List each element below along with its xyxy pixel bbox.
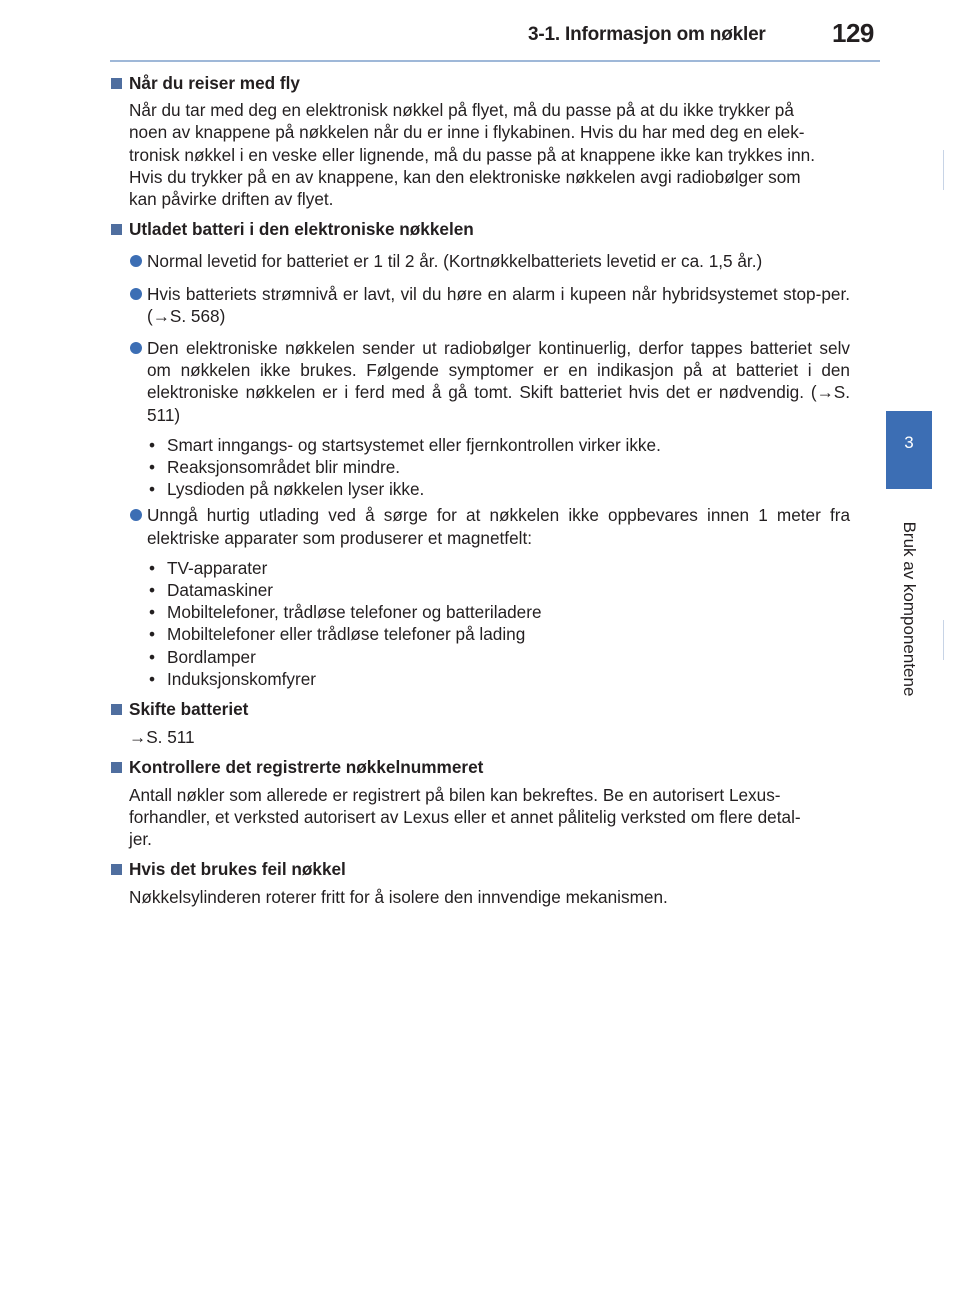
heading-skifte: Skifte batteriet [110, 698, 850, 720]
chapter-title-strip [886, 489, 932, 729]
heading-square-icon [111, 224, 122, 235]
bullet-item: Hvis batteriets strømnivå er lavt, vil du høre en alarm i kupeen når hybridsystemet stop-per. (→S. 568) [110, 283, 850, 327]
side-divider-top [943, 150, 944, 190]
header-divider [110, 60, 880, 62]
bullet-dot-icon [130, 288, 142, 300]
heading-square-icon [111, 762, 122, 773]
heading-square-icon [111, 704, 122, 715]
paragraph-feil: Nøkkelsylinderen roterer fritt for å isolere den innvendige mekanismen. [129, 886, 668, 907]
list-item: • Induksjonskomfyrer [149, 668, 317, 689]
heading-square-icon [111, 864, 122, 875]
list-item: • Reaksjonsområdet blir mindre. [149, 457, 401, 478]
list-item: • Smart inngangs- og startsystemet eller fjernkontrollen virker ikke. [149, 434, 661, 455]
heading-fly: Når du reiser med fly [110, 72, 850, 94]
chapter-number: 3 [904, 433, 914, 452]
list-item: • Lysdioden på nøkkelen lyser ikke. [149, 479, 425, 500]
page-reference[interactable]: →S. 511 [129, 727, 195, 748]
chapter-tab [886, 411, 932, 489]
paragraph-kontroll: Antall nøkler som allerede er registrert på bilen kan bekreftes. Be en autorisert Lexus- forhandler, et verksted autorisert av Lexus eller et annet pålitelig verksted om flere detal- jer. [129, 784, 801, 850]
list-item: • Bordlamper [149, 646, 256, 667]
heading-feil: Hvis det brukes feil nøkkel [110, 858, 850, 880]
heading-square-icon [111, 78, 122, 89]
chapter-title: Bruk av komponentene [900, 521, 919, 697]
bullet-item: Unngå hurtig utlading ved å sørge for at nøkkelen ikke oppbevares innen 1 meter fra elektriske apparater som produserer et magnetfelt: [110, 504, 850, 548]
bullet-item: Den elektroniske nøkkelen sender ut radiobølger kontinuerlig, derfor tappes batteriet selv om nøkkelen ikke brukes. Følgende symptomer er en indikasjon på at batteriet i den elektroniske nøkkelen er i ferd med å gå tomt. Skift batteriet hvis det er nødvendig. (→S. 511) [110, 337, 850, 426]
page-number: 129 [832, 18, 874, 48]
page-content [110, 72, 850, 908]
side-divider-bottom [943, 620, 944, 660]
list-item: • Datamaskiner [149, 580, 274, 601]
bullet-dot-icon [130, 255, 142, 267]
section-title: 3-1. Informasjon om nøkler [528, 24, 766, 45]
symptom-list [110, 434, 850, 501]
bullet-item: Normal levetid for batteriet er 1 til 2 år. (Kortnøkkelbatteriets levetid er ca. 1,5 år.) [110, 250, 850, 272]
paragraph-fly: Når du tar med deg en elektronisk nøkkel på flyet, må du passe på at du ikke trykker på noen av knappene på nøkkelen når du er inne i flykabinen. Hvis du har med deg en elek- tronisk nøkkel i en veske eller lignende, må du passe på at knappene ikke kan trykkes inn. Hvis du trykker på en av knappene, kan den elektroniske nøkkelen avgi radiobølger som kan påvirke driften av flyet. [129, 100, 815, 210]
device-list [110, 557, 850, 690]
list-item: • Mobiltelefoner eller trådløse telefoner på lading [149, 624, 526, 645]
bullet-dot-icon [130, 342, 142, 354]
heading-batteri: Utladet batteri i den elektroniske nøkkelen [110, 218, 850, 240]
list-item: • Mobiltelefoner, trådløse telefoner og batteriladere [149, 602, 542, 623]
page-header [0, 0, 960, 62]
bullet-dot-icon [130, 509, 142, 521]
heading-kontroll: Kontrollere det registrerte nøkkelnummeret [110, 756, 850, 778]
list-item: • TV-apparater [149, 557, 268, 578]
